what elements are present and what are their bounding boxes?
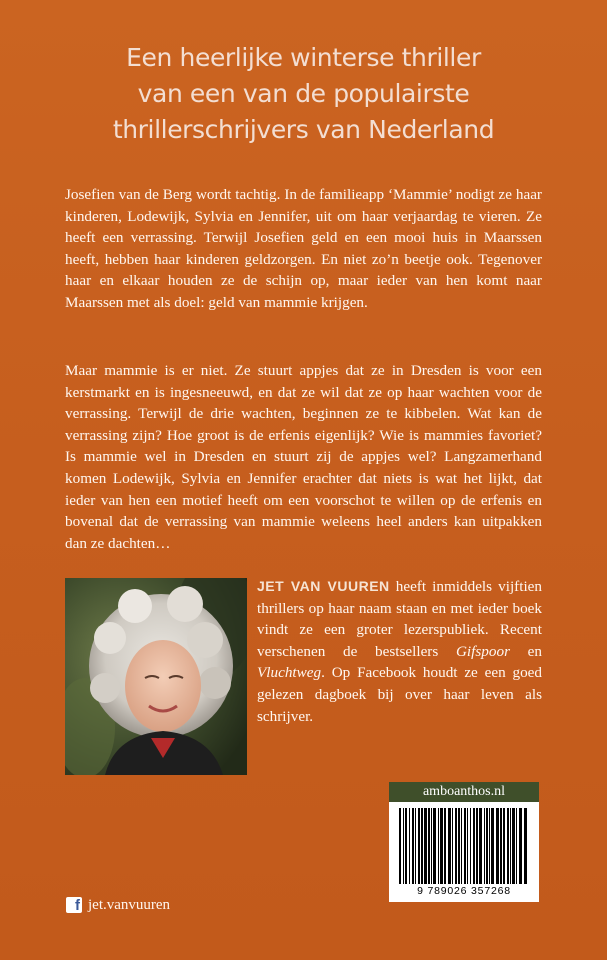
book-title-gifspoor: Gifspoor [455,642,510,660]
barcode-bar [516,808,517,884]
barcode-bar [431,808,432,884]
author-name: JET VAN VUUREN [257,578,390,594]
barcode-bars [399,808,529,884]
tagline [40,40,567,148]
blurb-paragraph-1: Josefien van de Berg wordt tachtig. In de familieapp ‘Mammie’ nodigt ze haar kinderen, Lodewijk, Sylvia en Jennifer, uit om haar verjaardag te vieren. Ze heeft een verrassing. Terwijl Josefien geld en een mooi huis in Maarssen heeft, hebben haar kinderen geldzorgen. En niet zo’n beetje ook. Tegenover haar en elkaar houden ze de schijn op, maar ieder van hen komt naar Maarssen met als doel: geld van mammie krijgen. [65,186,542,311]
barcode-bar [512,808,515,884]
bio-text-2: en [509,642,543,660]
barcode-bar [428,808,430,884]
bio-text-1: heeft inmiddels vijftien thrillers op haar naam staan en met ieder boek vindt ze een groter lezerspubliek. Recent verschenen de bestsellers [257,578,543,660]
blurb-paragraph-2: Maar mammie is er niet. Ze stuurt appjes dat ze in Dresden is voor een kerstmarkt en is ingesneeuwd, en dat ze wil dat ze op haar wachten voor de verrassing. Terwijl de drie wachten, beginnen ze te kibbelen. Wat kan de verrassing zijn? Hoe groot is de erfenis eigenlijk? Wie is mammies favoriet? Is mammie wel in Dresden en stuurt zij de appjes wel? Langzamerhand komen Lodewijk, Sylvia en Jennifer erachter dat niets is wat het lijkt, dat ieder van hen een motief heeft om een voorschot te willen op de erfenis en bovenal dat de verrassing van mammie weleens heel anders kan uitpakken dan ze dachten… [65,362,542,552]
tagline-line-2: van een van de populairste [137,79,470,108]
barcode-bar [519,808,522,884]
barcode-bar [455,808,457,884]
barcode-bar [405,808,407,884]
barcode-bar [444,808,446,884]
facebook-handle: jet.vanvuuren [88,896,171,913]
barcode-bar [470,808,471,884]
publisher-website: amboanthos.nl [389,782,539,802]
facebook-icon: f [66,897,82,913]
barcode-bar [418,808,420,884]
barcode-bar [421,808,423,884]
barcode-bar [479,808,482,884]
barcode-bar [473,808,475,884]
barcode-bar [458,808,460,884]
tagline-line-1: Een heerlijke winterse thriller [126,43,481,72]
author-photo [65,578,247,775]
barcode-bar [491,808,494,884]
barcode-bar [486,808,488,884]
barcode-bar [412,808,414,884]
tagline-line-3: thrillerschrijvers van Nederland [112,115,495,144]
isbn-number: 9 789026 357268 [417,885,511,897]
barcode-bar [399,808,401,884]
author-portrait-image [65,578,247,775]
barcode-bar [464,808,466,884]
author-bio [257,576,542,727]
barcode-bar [448,808,451,884]
barcode-bar [496,808,499,884]
barcode-bar [467,808,468,884]
barcode-bar [484,808,485,884]
barcode-bar [507,808,509,884]
barcode-bar [424,808,427,884]
social-link[interactable] [66,895,170,915]
barcode [389,802,539,902]
bio-text-3: . Op Facebook houdt ze een goed gelezen dagboek bij over haar leven als schrijver. [257,664,542,725]
barcode-bar [524,808,527,884]
barcode-bar [440,808,443,884]
barcode-bar [409,808,410,884]
barcode-bar [461,808,462,884]
barcode-bar [489,808,490,884]
barcode-bar [476,808,478,884]
barcode-bar [438,808,439,884]
barcode-bar [415,808,416,884]
barcode-bar [500,808,502,884]
barcode-bar [433,808,436,884]
book-title-vluchtweg: Vluchtweg [257,664,322,682]
barcode-bar [452,808,453,884]
barcode-bar [510,808,511,884]
barcode-bar [503,808,505,884]
barcode-bar [403,808,404,884]
